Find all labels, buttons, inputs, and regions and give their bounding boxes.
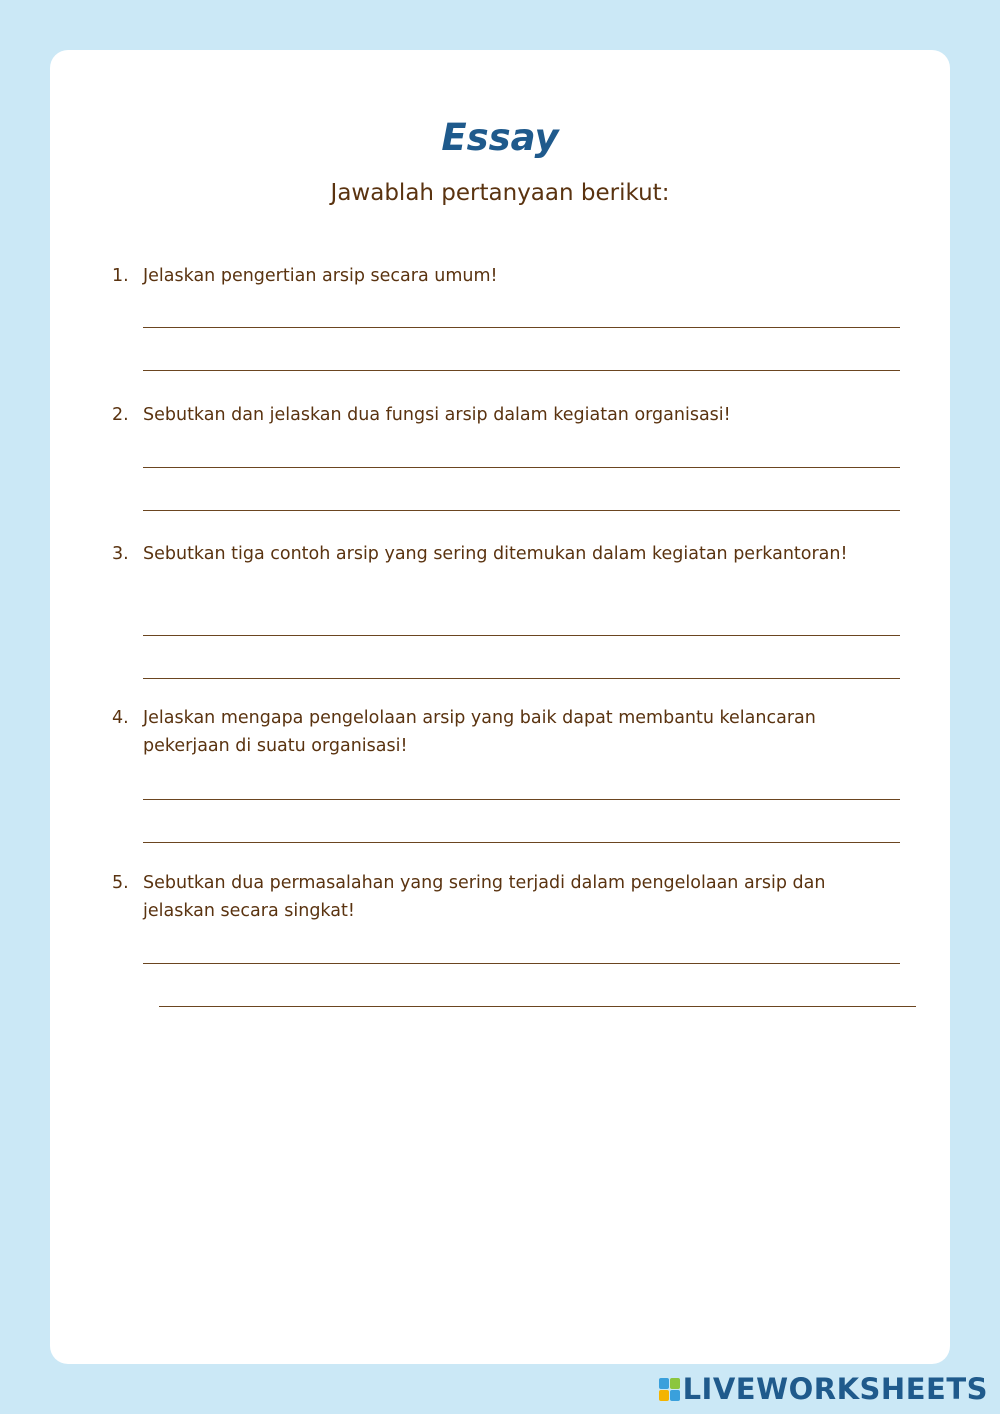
instructions: Jawablah pertanyaan berikut:: [330, 180, 670, 206]
question-text: Jelaskan pengertian arsip secara umum!: [143, 266, 498, 286]
question-3: [112, 540, 892, 568]
question-text: Sebutkan dan jelaskan dua fungsi arsip dalam kegiatan organisasi!: [143, 405, 731, 425]
question-text: Jelaskan mengapa pengelolaan arsip yang baik dapat membantu kelancaran pekerjaan di suatu organisasi!: [143, 708, 816, 756]
answer-line-1b[interactable]: [143, 370, 900, 371]
question-text: Sebutkan dua permasalahan yang sering terjadi dalam pengelolaan arsip dan jelaskan secara singkat!: [143, 873, 826, 921]
brand-name: LIVEWORKSHEETS: [682, 1372, 988, 1406]
answer-line-3b[interactable]: [143, 678, 900, 679]
page-title: Essay: [441, 116, 559, 159]
answer-line-1a[interactable]: [143, 327, 900, 328]
answer-line-5a[interactable]: [143, 963, 900, 964]
question-number: 2.: [112, 405, 129, 425]
answer-line-2a[interactable]: [143, 467, 900, 468]
question-1: [112, 262, 892, 290]
answer-line-2b[interactable]: [143, 510, 900, 511]
answer-line-4a[interactable]: [143, 799, 900, 800]
liveworksheets-brand[interactable]: [659, 1372, 988, 1406]
question-number: 5.: [112, 873, 129, 893]
question-number: 1.: [112, 266, 129, 286]
question-5: [112, 869, 892, 925]
question-number: 3.: [112, 544, 129, 564]
question-2: [112, 401, 892, 429]
answer-line-3a[interactable]: [143, 635, 900, 636]
question-text: Sebutkan tiga contoh arsip yang sering ditemukan dalam kegiatan perkantoran!: [143, 544, 848, 564]
liveworksheets-logo-icon: [659, 1378, 680, 1401]
question-4: [112, 704, 892, 760]
answer-line-4b[interactable]: [143, 842, 900, 843]
answer-line-5b[interactable]: [159, 1006, 916, 1007]
question-number: 4.: [112, 708, 129, 728]
